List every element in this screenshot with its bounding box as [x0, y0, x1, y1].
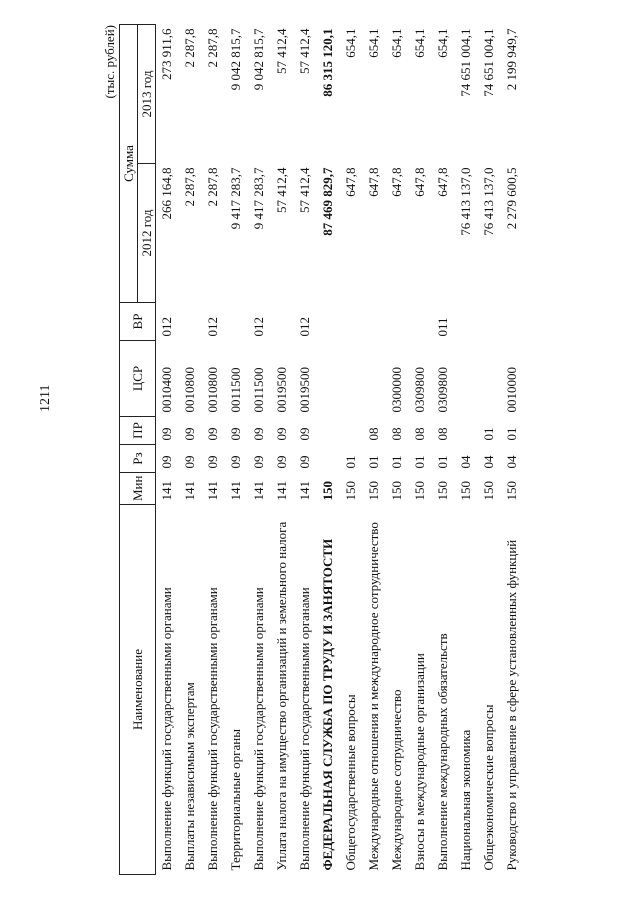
row-vr: 012: [297, 317, 312, 337]
table-row: [501, 25, 524, 875]
row-name: Международные отношения и международное сотрудничество: [366, 522, 381, 871]
table-row: [340, 25, 363, 875]
row-rz: 09: [274, 455, 289, 469]
row-sum-2013: 2 199 949,7: [504, 28, 519, 91]
table-row: [409, 25, 432, 875]
row-vr: 012: [159, 317, 174, 337]
row-pr: 08: [366, 427, 381, 441]
row-csr: 0010800: [205, 367, 220, 413]
row-name: Выполнение функций государственными органами: [159, 587, 174, 871]
row-sum-2012: 647,8: [412, 167, 427, 197]
row-name: Выполнение функций государственными органами: [251, 587, 266, 871]
header-csr: ЦСР: [120, 341, 156, 417]
row-sum-2013: 654,1: [412, 28, 427, 58]
row-pr: 09: [297, 427, 312, 441]
row-rz: 09: [297, 455, 312, 469]
table-row: [202, 25, 225, 875]
row-min: 150: [389, 481, 404, 501]
row-name: Территориальные органы: [228, 729, 243, 871]
row-pr: 09: [228, 427, 243, 441]
row-name: Общегосударственные вопросы: [343, 694, 358, 871]
row-name: Национальная экономика: [458, 729, 473, 871]
header-rz: Рз: [120, 445, 156, 473]
row-rz: 09: [182, 455, 197, 469]
row-sum-2012: 57 412,4: [297, 167, 312, 213]
row-name: Общеэкономические вопросы: [481, 704, 496, 871]
row-name: Выполнение функций государственными органами: [205, 587, 220, 871]
header-name: Наименование: [120, 505, 156, 875]
row-rz: 04: [458, 455, 473, 469]
row-sum-2013: 2 287,8: [182, 28, 197, 68]
row-sum-2012: 9 417 283,7: [228, 167, 243, 230]
row-vr: [340, 303, 363, 341]
row-min: 141: [182, 481, 197, 501]
table-row: [478, 25, 501, 875]
table-row: [294, 25, 317, 875]
row-rz: 01: [389, 455, 404, 469]
row-csr: [317, 341, 340, 417]
header-sum: Сумма: [120, 25, 138, 303]
row-rz: 09: [251, 455, 266, 469]
row-min: 150: [320, 481, 335, 501]
row-sum-2012: 87 469 829,7: [320, 167, 335, 236]
table-row: [156, 25, 180, 875]
row-name: Выплаты независимым экспертам: [182, 682, 197, 871]
row-min: 150: [504, 481, 519, 501]
row-min: 150: [481, 481, 496, 501]
row-csr: 0010400: [159, 367, 174, 413]
row-sum-2012: 2 287,8: [182, 167, 197, 207]
row-pr: [455, 417, 478, 445]
row-sum-2013: 74 651 004,1: [481, 28, 496, 97]
row-sum-2012: 647,8: [343, 167, 358, 197]
row-sum-2013: 57 412,4: [274, 28, 289, 74]
table-row: [225, 25, 248, 875]
row-vr: 012: [205, 317, 220, 337]
row-min: 141: [159, 481, 174, 501]
header-min: Мин: [120, 473, 156, 505]
row-pr: 09: [274, 427, 289, 441]
row-pr: 08: [435, 427, 450, 441]
row-sum-2012: 2 287,8: [205, 167, 220, 207]
row-rz: 09: [205, 455, 220, 469]
row-min: 141: [251, 481, 266, 501]
row-name: ФЕДЕРАЛЬНАЯ СЛУЖБА ПО ТРУДУ И ЗАНЯТОСТИ: [320, 538, 335, 871]
table-row: [271, 25, 294, 875]
row-vr: [478, 303, 501, 341]
row-csr: 0300000: [389, 367, 404, 413]
row-sum-2013: 2 287,8: [205, 28, 220, 68]
row-pr: 09: [159, 427, 174, 441]
page-number: 1211: [38, 384, 53, 412]
row-vr: [179, 303, 202, 341]
row-csr: 0010000: [504, 367, 519, 413]
row-pr: [340, 417, 363, 445]
row-sum-2013: 654,1: [343, 28, 358, 58]
table-row: [179, 25, 202, 875]
row-sum-2012: 9 417 283,7: [251, 167, 266, 230]
row-pr: [317, 417, 340, 445]
row-name: Уплата налога на имущество организаций и земельного налога: [274, 521, 289, 871]
row-csr: 0011500: [228, 367, 243, 413]
row-min: 150: [343, 481, 358, 501]
row-csr: 0011500: [251, 367, 266, 413]
row-min: 141: [228, 481, 243, 501]
row-pr: 08: [412, 427, 427, 441]
row-sum-2013: 9 042 815,7: [251, 28, 266, 91]
row-csr: [455, 341, 478, 417]
header-year-2012: 2012 год: [138, 164, 156, 303]
row-sum-2013: 273 911,6: [159, 28, 174, 81]
row-sum-2012: 647,8: [366, 167, 381, 197]
row-sum-2012: 57 412,4: [274, 167, 289, 213]
row-rz: 01: [412, 455, 427, 469]
table-row: [386, 25, 409, 875]
row-sum-2013: 654,1: [389, 28, 404, 58]
row-min: 150: [458, 481, 473, 501]
row-vr: [271, 303, 294, 341]
row-csr: 0010800: [182, 367, 197, 413]
table-body: [156, 25, 525, 875]
row-sum-2012: 76 413 137,0: [481, 167, 496, 236]
row-vr: [409, 303, 432, 341]
row-sum-2013: 57 412,4: [297, 28, 312, 74]
row-name: Международное сотрудничество: [389, 689, 404, 871]
header-row-1: [120, 25, 138, 875]
table-row: [432, 25, 455, 875]
row-vr: [386, 303, 409, 341]
header-year-2013: 2013 год: [138, 25, 156, 164]
row-sum-2013: 86 315 120,1: [320, 28, 335, 97]
row-name: Выполнение функций государственными органами: [297, 587, 312, 871]
row-sum-2012: 76 413 137,0: [458, 167, 473, 236]
row-pr: 01: [504, 427, 519, 441]
row-pr: 08: [389, 427, 404, 441]
row-csr: [478, 341, 501, 417]
row-name: Руководство и управление в сфере установленных функций: [504, 539, 519, 871]
row-csr: 0309800: [412, 367, 427, 413]
row-min: 150: [412, 481, 427, 501]
row-sum-2013: 654,1: [366, 28, 381, 58]
row-vr: 012: [251, 317, 266, 337]
row-vr: [317, 303, 340, 341]
row-rz: 09: [228, 455, 243, 469]
row-vr: [501, 303, 524, 341]
row-min: 150: [366, 481, 381, 501]
row-min: 141: [297, 481, 312, 501]
table-row: [248, 25, 271, 875]
row-rz: 01: [435, 455, 450, 469]
row-csr: [340, 341, 363, 417]
row-sum-2013: 9 042 815,7: [228, 28, 243, 91]
row-vr: [455, 303, 478, 341]
row-rz: 09: [159, 455, 174, 469]
row-rz: 01: [366, 455, 381, 469]
row-vr: [225, 303, 248, 341]
row-rz: [317, 445, 340, 473]
table-row: [317, 25, 340, 875]
row-csr: 0019500: [297, 367, 312, 413]
row-pr: 09: [205, 427, 220, 441]
row-name: Выполнение международных обязательств: [435, 633, 450, 871]
table-row: [363, 25, 386, 875]
budget-table: [119, 24, 524, 875]
row-vr: [363, 303, 386, 341]
row-csr: 0309800: [435, 367, 450, 413]
row-sum-2012: 647,8: [435, 167, 450, 197]
unit-label: (тыс. рублей): [102, 25, 117, 99]
row-min: 141: [205, 481, 220, 501]
row-min: 141: [274, 481, 289, 501]
row-pr: 09: [182, 427, 197, 441]
header-pr: ПР: [120, 417, 156, 445]
row-rz: 04: [504, 455, 519, 469]
row-vr: 011: [435, 317, 450, 337]
row-name: Взносы в международные организации: [412, 653, 427, 871]
row-csr: 0019500: [274, 367, 289, 413]
row-sum-2013: 654,1: [435, 28, 450, 58]
row-sum-2013: 74 651 004,1: [458, 28, 473, 97]
row-pr: 09: [251, 427, 266, 441]
rotated-content: [102, 25, 622, 875]
header-vr: ВР: [120, 303, 156, 341]
row-min: 150: [435, 481, 450, 501]
row-rz: 04: [481, 455, 496, 469]
row-rz: 01: [343, 455, 358, 469]
row-sum-2012: 266 164,8: [159, 167, 174, 220]
row-pr: 01: [481, 427, 496, 441]
row-csr: [363, 341, 386, 417]
row-sum-2012: 2 279 600,5: [504, 167, 519, 230]
table-row: [455, 25, 478, 875]
row-sum-2012: 647,8: [389, 167, 404, 197]
